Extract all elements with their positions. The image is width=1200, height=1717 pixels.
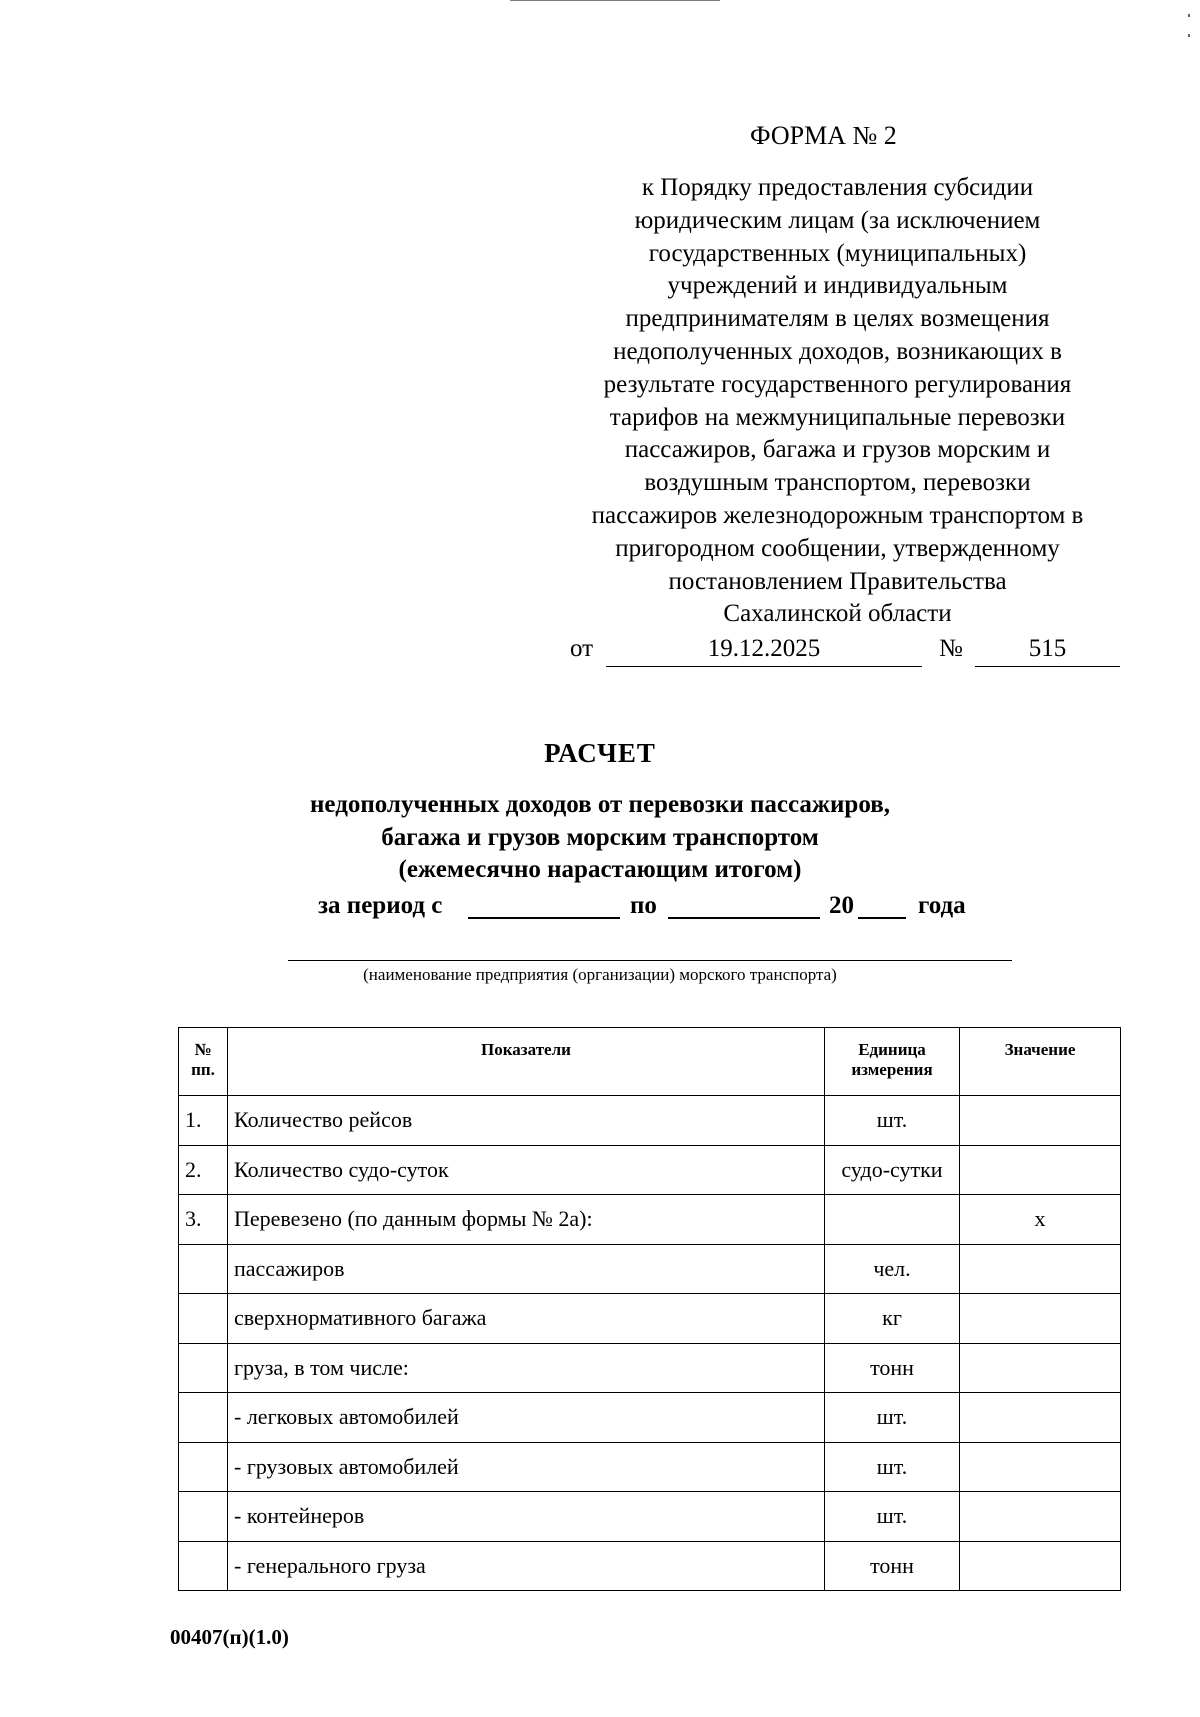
row-value[interactable] [960,1442,1121,1492]
header-indicator: Показатели [228,1028,825,1096]
row-num: 1. [179,1096,228,1146]
row-value[interactable] [960,1145,1121,1195]
row-num [179,1343,228,1393]
document-title: РАСЧЕТ [544,738,656,768]
row-value[interactable] [960,1343,1121,1393]
header-num: № пп. [179,1028,228,1096]
row-value[interactable] [960,1096,1121,1146]
row-num [179,1442,228,1492]
header-unit: Единица измерения [825,1028,960,1096]
row-unit: тонн [825,1541,960,1591]
row-num [179,1393,228,1443]
approval-line: тарифов на межмуниципальные перевозки [609,403,1066,431]
row-indicator: - контейнеров [228,1492,825,1542]
period-prefix: за период с [318,892,443,919]
row-value[interactable] [960,1244,1121,1294]
number-prefix: № [939,635,963,662]
subtitle-line: (ежемесячно нарастающим итогом) [398,856,802,883]
table-row [179,1442,1121,1492]
row-unit: шт. [825,1096,960,1146]
approval-line: недополученных доходов, возникающих в [613,337,1062,365]
row-indicator: Количество судо-суток [228,1145,825,1195]
table-row [179,1145,1121,1195]
calculation-table [178,1027,1121,1591]
row-value[interactable] [960,1294,1121,1344]
organization-caption: (наименование предприятия (организации) морского транспорта) [363,965,837,984]
row-unit: кг [825,1294,960,1344]
table-row [179,1244,1121,1294]
table-header-row [179,1028,1121,1096]
row-num [179,1244,228,1294]
row-unit: судо-сутки [825,1145,960,1195]
row-indicator: Количество рейсов [228,1096,825,1146]
approval-line: пригородном сообщении, утвержденному [615,534,1060,562]
row-value[interactable] [960,1492,1121,1542]
table-row [179,1195,1121,1245]
row-unit: чел. [825,1244,960,1294]
approval-text [555,172,1120,631]
scan-artifact [1188,34,1190,37]
row-unit: шт. [825,1442,960,1492]
table-row [179,1294,1121,1344]
scan-artifact [510,0,720,1]
approval-line: учреждений и индивидуальным [667,272,1008,300]
period-suffix: года [918,892,966,919]
scan-artifact [1188,14,1190,17]
document-subtitle [0,789,1200,887]
period-year-label: 20 [829,892,854,919]
table-row [179,1541,1121,1591]
row-value: х [960,1195,1121,1245]
row-num: 2. [179,1145,228,1195]
row-indicator: пассажиров [228,1244,825,1294]
date-value: 19.12.2025 [606,632,922,667]
row-num [179,1541,228,1591]
approval-line: постановлением Правительства [668,567,1007,595]
row-indicator: - генерального груза [228,1541,825,1591]
table-row [179,1492,1121,1542]
row-indicator: груза, в том числе: [228,1343,825,1393]
row-indicator: - легковых автомобилей [228,1393,825,1443]
approval-line: юридическим лицам (за исключением [634,206,1041,234]
period-to-label: по [630,892,657,919]
date-prefix: от [570,635,594,662]
row-indicator: Перевезено (по данным формы № 2а): [228,1195,825,1245]
row-indicator: сверхнормативного багажа [228,1294,825,1344]
header-value: Значение [960,1028,1121,1096]
approval-line: Сахалинской области [723,600,952,628]
row-num [179,1492,228,1542]
row-num [179,1294,228,1344]
row-unit: шт. [825,1393,960,1443]
row-value[interactable] [960,1541,1121,1591]
document-code: 00407(п)(1.0) [170,1625,289,1649]
table-row [179,1096,1121,1146]
approval-line: предпринимателям в целях возмещения [625,305,1050,333]
period-from-field[interactable] [468,915,620,919]
number-value: 515 [975,632,1120,667]
period-year-field[interactable] [858,915,906,919]
row-indicator: - грузовых автомобилей [228,1442,825,1492]
table-row [179,1393,1121,1443]
subtitle-line: багажа и грузов морским транспортом [381,823,819,851]
approval-line: пассажиров железнодорожным транспортом в [591,501,1084,529]
approval-line: результате государственного регулирования [603,370,1072,398]
table-row [179,1343,1121,1393]
subtitle-line: недополученных доходов от перевозки пассажиров, [310,791,890,818]
row-unit: тонн [825,1343,960,1393]
period-to-field[interactable] [668,915,820,919]
row-unit [825,1195,960,1245]
row-value[interactable] [960,1393,1121,1443]
approval-line: воздушным транспортом, перевозки [644,469,1031,497]
form-number: ФОРМА № 2 [750,121,897,150]
approval-line: к Порядку предоставления субсидии [641,174,1034,201]
approval-line: пассажиров, багажа и грузов морским и [624,436,1051,464]
row-num: 3. [179,1195,228,1245]
approval-line: государственных (муниципальных) [648,239,1027,267]
row-unit: шт. [825,1492,960,1542]
organization-name-field[interactable] [288,960,1012,961]
resolution-date-row [570,631,1120,667]
